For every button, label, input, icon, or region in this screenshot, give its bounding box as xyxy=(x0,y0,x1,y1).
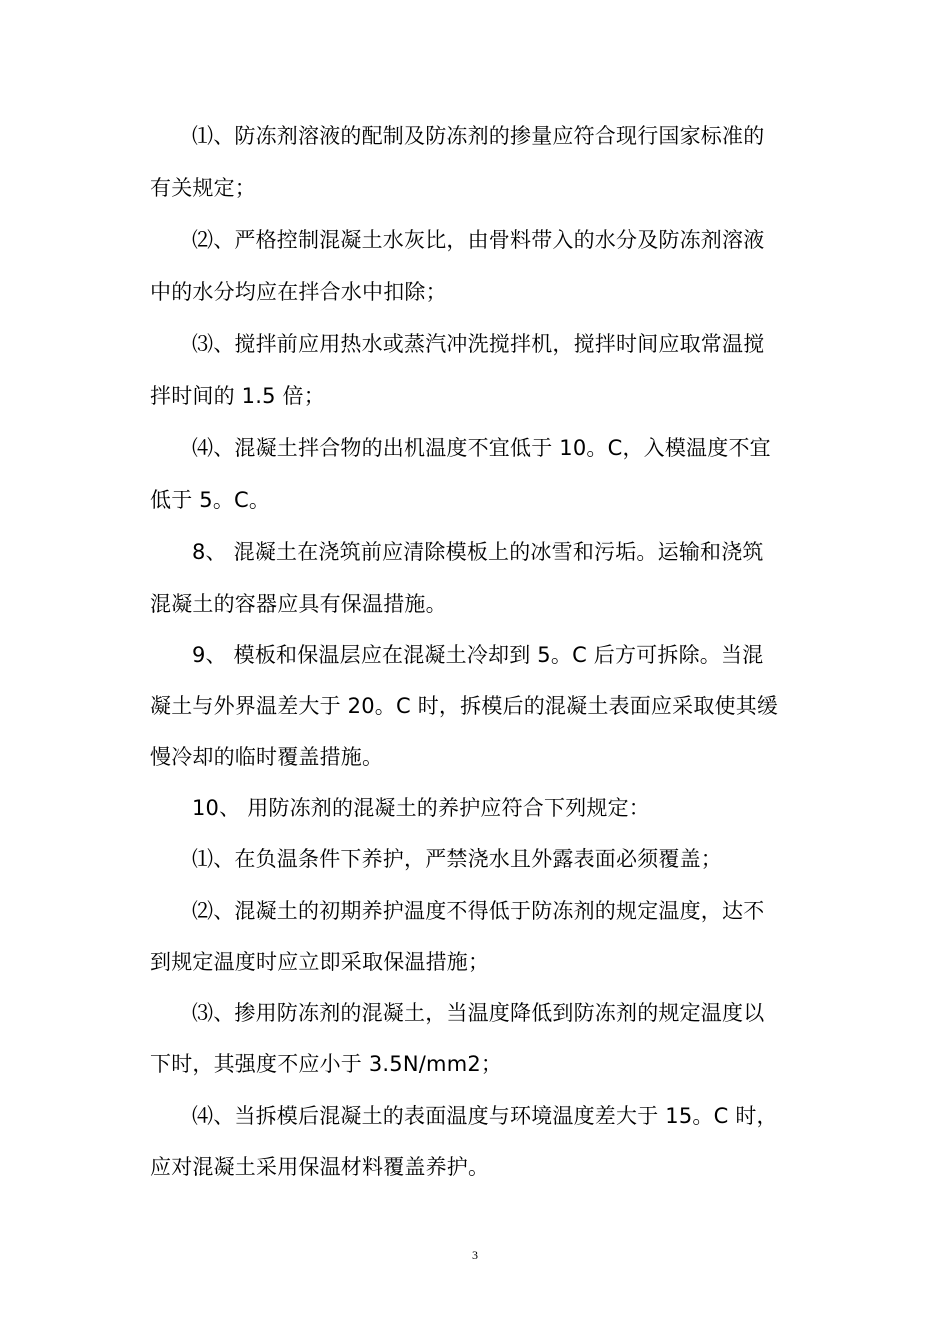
text-line: 10、 用防冻剂的混凝土的养护应符合下列规定： xyxy=(192,796,650,820)
text-line: 凝土与外界温差大于 20。C 时，拆模后的混凝土表面应采取使其缓 xyxy=(150,694,779,718)
text-line: ⑷、当拆模后混凝土的表面温度与环境温度差大于 15。C 时， xyxy=(192,1104,778,1128)
text-line: 有关规定； xyxy=(150,176,256,200)
text-line: ⑶、搅拌前应用热水或蒸汽冲洗搅拌机，搅拌时间应取常温搅 xyxy=(192,332,765,356)
text-line: 9、 模板和保温层应在混凝土冷却到 5。C 后方可拆除。当混 xyxy=(192,643,764,667)
page-number: 3 xyxy=(472,1248,478,1262)
text-line: 慢冷却的临时覆盖措施。 xyxy=(150,745,384,769)
text-line: ⑴、在负温条件下养护，严禁浇水且外露表面必须覆盖； xyxy=(192,847,722,871)
text-line: 到规定温度时应立即采取保温措施； xyxy=(150,950,490,974)
text-line: ⑴、防冻剂溶液的配制及防冻剂的掺量应符合现行国家标准的 xyxy=(192,124,765,148)
text-line: ⑵、严格控制混凝土水灰比，由骨料带入的水分及防冻剂溶液 xyxy=(192,228,765,252)
text-line: 下时，其强度不应小于 3.5N/mm2； xyxy=(150,1052,503,1076)
text-line: ⑷、混凝土拌合物的出机温度不宜低于 10。C，入模温度不宜 xyxy=(192,436,771,460)
text-line: 中的水分均应在拌合水中扣除； xyxy=(150,280,447,304)
text-line: 拌时间的 1.5 倍； xyxy=(150,384,325,408)
text-line: 混凝土的容器应具有保温措施。 xyxy=(150,592,447,616)
text-line: 应对混凝土采用保温材料覆盖养护。 xyxy=(150,1155,490,1179)
text-line: 低于 5。C。 xyxy=(150,488,271,512)
text-line: 8、 混凝土在浇筑前应清除模板上的冰雪和污垢。运输和浇筑 xyxy=(192,540,764,564)
text-line: ⑵、混凝土的初期养护温度不得低于防冻剂的规定温度，达不 xyxy=(192,899,765,923)
text-line: ⑶、掺用防冻剂的混凝土，当温度降低到防冻剂的规定温度以 xyxy=(192,1001,765,1025)
